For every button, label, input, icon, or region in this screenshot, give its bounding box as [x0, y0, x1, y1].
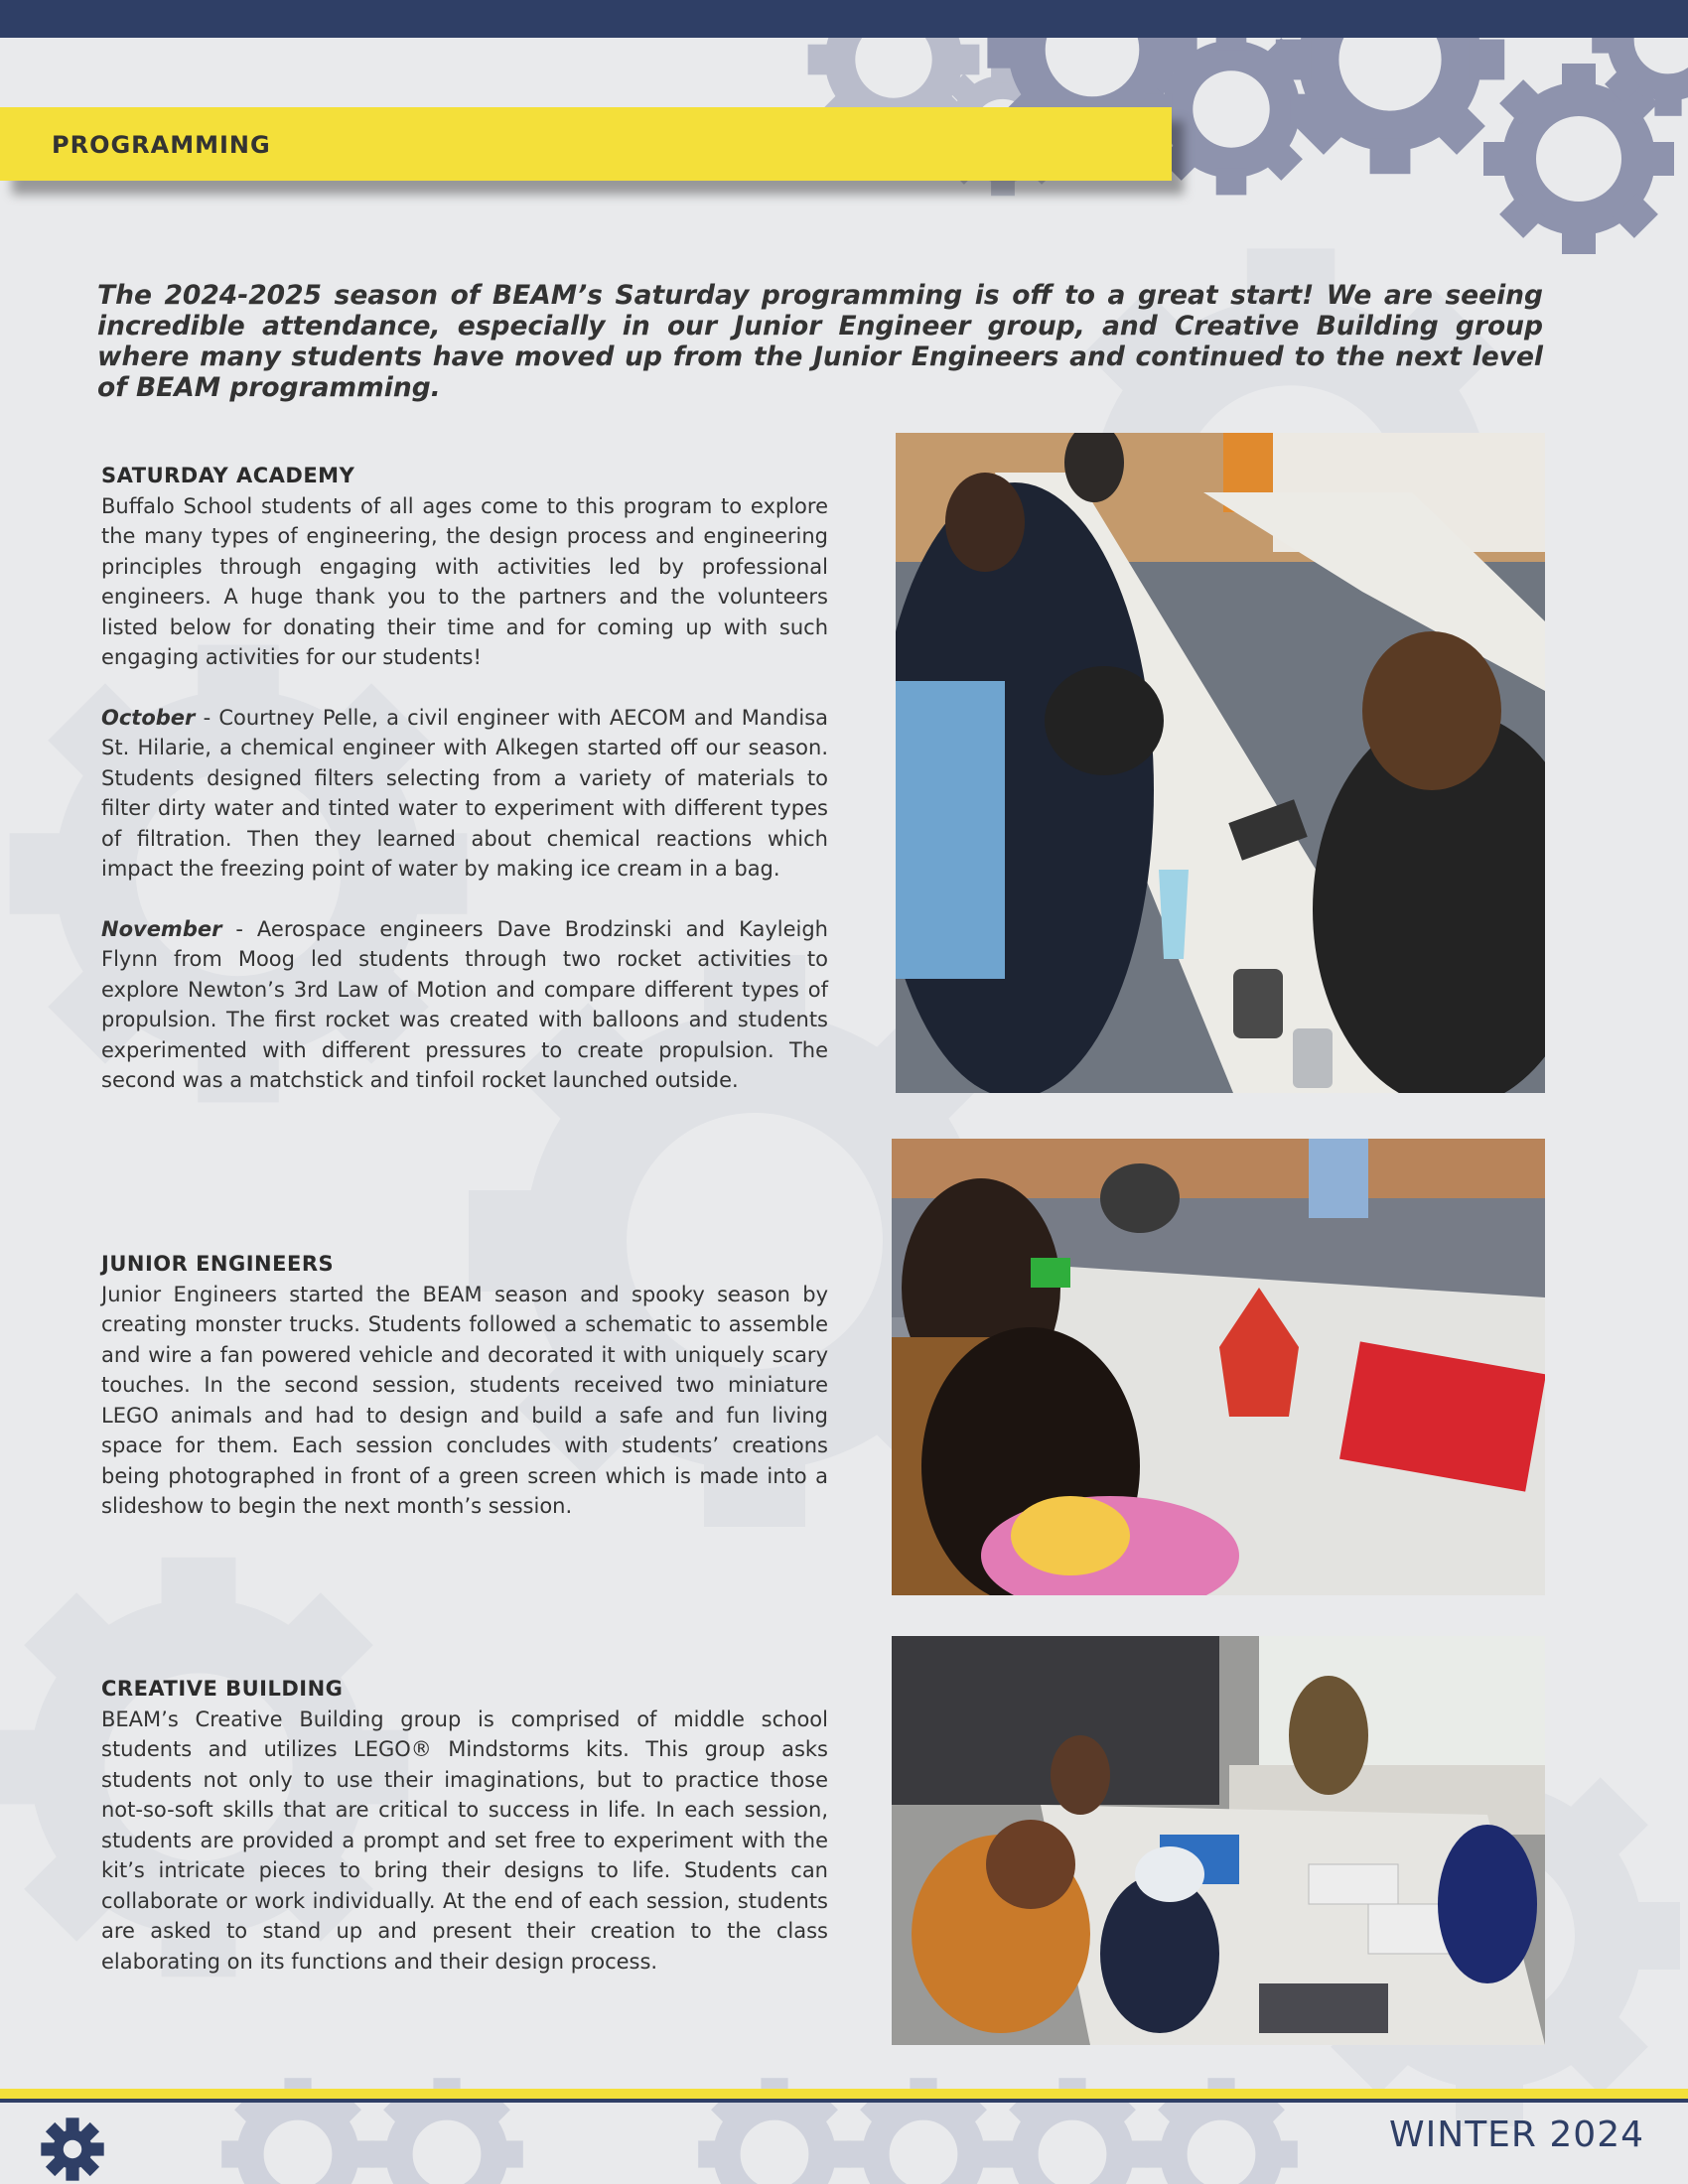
october-label: October — [101, 705, 196, 730]
creative-building-body: BEAM’s Creative Building group is comprised of middle school students and utilizes LEGO® Mindstorms kits. This group asks students not only to use their imaginations, but to practice those not-so-soft skills that are critical to success in life. In each session, students are provided a prompt and set free to experiment with the kit’s intricate pieces to bring their designs to life. Students can collaborate or work individually. At the end of each session, students are asked to stand up and present their creation to the class elaborating on its functions and their design process. — [101, 1706, 828, 1974]
november-paragraph — [101, 914, 828, 1096]
gear-logo-icon — [40, 2116, 105, 2182]
saturday-academy-heading: SATURDAY ACADEMY — [101, 464, 355, 487]
top-color-bar — [0, 0, 1688, 38]
junior-engineers-body: Junior Engineers started the BEAM season and spooky season by creating monster trucks. Students followed a schematic to assemble and wire a fan powered vehicle and decorated it with uniquely scary touches. In the second session, students received two miniature LEGO animals and had to design and build a safe and fun living space for them. Each session concludes with students’ creations being photographed in front of a green screen which is made into a slideshow to begin the next month’s session. — [101, 1282, 828, 1518]
creative-building-photo — [892, 1636, 1545, 2045]
junior-engineers-photo — [892, 1139, 1545, 1595]
section-label: PROGRAMMING — [52, 131, 271, 159]
october-paragraph — [101, 703, 828, 885]
footer-navy-rule — [0, 2099, 1688, 2103]
saturday-academy-article — [101, 461, 828, 1126]
creative-building-heading: CREATIVE BUILDING — [101, 1677, 344, 1701]
footer-yellow-rule — [0, 2089, 1688, 2099]
intro-paragraph: The 2024-2025 season of BEAM’s Saturday programming is off to a great start! We are seeing incredible attendance, especially in our Junior Engineer group, and Creative Building group where many students have moved up from the Junior Engineers and continued to the next level of BEAM programming. — [97, 280, 1543, 403]
issue-label: WINTER 2024 — [1389, 2115, 1644, 2155]
november-text: - Aerospace engineers Dave Brodzinski and Kayleigh Flynn from Moog led students through two rocket activities to explore Newton’s 3rd Law of Motion and compare different types of propulsion. The first rocket was created with balloons and students experimented with different pressures to create propulsion. The second was a matchstick and tinfoil rocket launched outside. — [101, 916, 828, 1092]
junior-engineers-article — [101, 1249, 828, 1552]
november-label: November — [101, 916, 222, 941]
creative-building-article — [101, 1674, 828, 2006]
section-banner — [0, 107, 1172, 181]
october-text: - Courtney Pelle, a civil engineer with AECOM and Mandisa St. Hilarie, a chemical engineer with Alkegen started off our season. Students designed filters selecting from a variety of materials to filter dirty water and tinted water to experiment with different types of filtration. Then they learned about chemical reactions which impact the freezing point of water by making ice cream in a bag. — [101, 705, 828, 881]
junior-engineers-heading: JUNIOR ENGINEERS — [101, 1252, 335, 1276]
saturday-academy-body: Buffalo School students of all ages come to this program to explore the many types of engineering, the design process and engineering principles through engaging with activities led by professional engineers. A huge thank you to the partners and the volunteers listed below for donating their time and for coming up with such engaging activities for our students! — [101, 493, 828, 669]
saturday-academy-photo — [896, 433, 1545, 1093]
